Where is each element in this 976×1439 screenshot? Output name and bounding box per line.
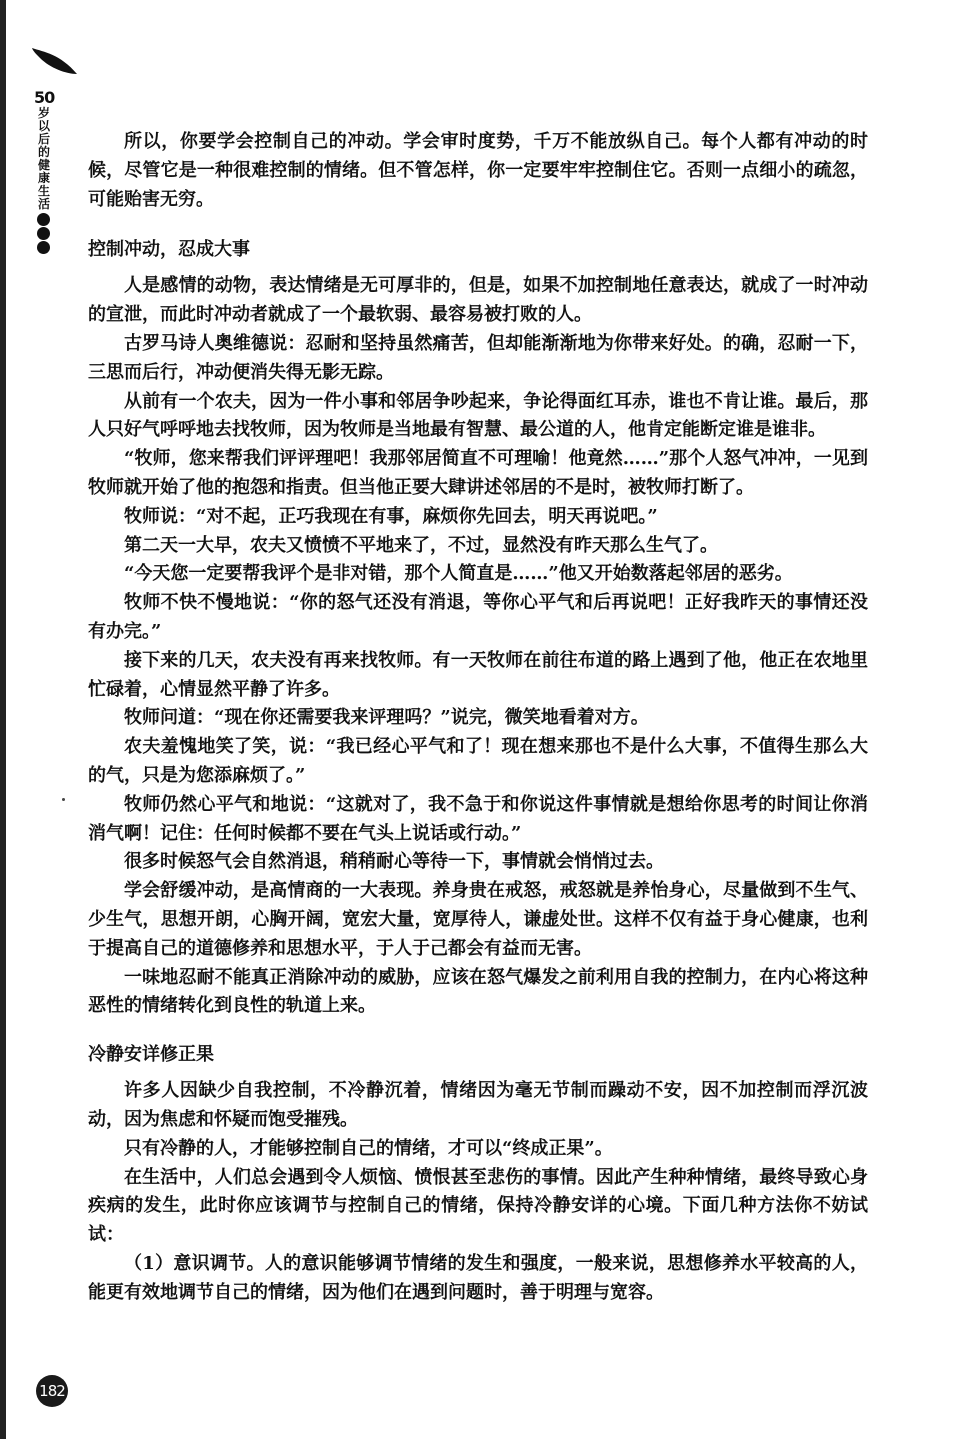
body-paragraph: 只有冷静的人，才能够控制自己的情绪，才可以“终成正果”。 [124, 1137, 613, 1159]
page-left-edge [0, 0, 6, 1439]
header-dots-decoration [37, 213, 64, 254]
header-age-number: 50 [34, 88, 55, 107]
body-paragraph: 在生活中，人们总会遇到令人烦恼、愤恨甚至悲伤的事情。因此产生种种情绪，最终导致心身疾病的发生，此时你应该调节与控制自己的情绪，保持冷静安详的心境。下面几种方法你不妨试试： [88, 1166, 868, 1246]
body-paragraph: “今天您一定要帮我评个是非对错，那个人简直是……”他又开始数落起邻居的恶劣。 [124, 563, 793, 585]
body-paragraph: 牧师仍然心平气和地说：“这就对了，我不急于和你说这件事情就是想给你思考的时间让你消消气啊！记住：任何时候都不要在气头上说话或行动。” [88, 793, 868, 844]
running-header [34, 88, 64, 255]
body-paragraph: 一味地忍耐不能真正消除冲动的威胁，应该在怒气爆发之前利用自我的控制力，在内心将这种恶性的情绪转化到良性的轨道上来。 [88, 966, 868, 1017]
body-paragraph: “牧师，您来帮我们评评理吧！我那邻居简直不可理喻！他竟然……”那个人怒气冲冲，一见到牧师就开始了他的抱怨和指责。但当他正要大肆讲述邻居的不是时，被牧师打断了。 [88, 448, 868, 498]
section-heading: 冷静安详修正果 [88, 1044, 214, 1066]
body-paragraph: （1）意识调节。人的意识能够调节情绪的发生和强度，一般来说，思想修养水平较高的人，能更有效地调节自己的情绪，因为他们在遇到问题时，善于明理与宽容。 [88, 1252, 868, 1303]
page-number: 182 [36, 1375, 68, 1407]
body-paragraph: 牧师说：“对不起，正巧我现在有事，麻烦你先回去，明天再说吧。” [124, 505, 658, 527]
page-body [88, 128, 868, 1307]
body-paragraph: 学会舒缓冲动，是高情商的一大表现。养身贵在戒怒，戒怒就是养怡身心，尽量做到不生气、少生气，思想开朗，心胸开阔，宽宏大量，宽厚待人，谦虚处世。这样不仅有益于身心健康，也利于提高自己的道德修养和思想水平，于人于己都会有益而无害。 [88, 880, 868, 959]
body-paragraph: 第二天一大早，农夫又愤愤不平地来了，不过，显然没有昨天那么生气了。 [124, 534, 718, 556]
body-paragraph: 很多时候怒气会自然消退，稍稍耐心等待一下，事情就会悄悄过去。 [124, 851, 664, 873]
body-paragraph: 农夫羞愧地笑了笑，说：“我已经心平气和了！现在想来那也不是什么大事，不值得生那么大的气，只是为您添麻烦了。” [88, 736, 868, 786]
body-paragraph: 牧师问道：“现在你还需要我来评理吗？”说完，微笑地看着对方。 [124, 707, 649, 729]
body-paragraph: 古罗马诗人奥维德说：忍耐和坚持虽然痛苦，但却能渐渐地为你带来好处。的确，忍耐一下，三思而后行，冲动便消失得无影无踪。 [88, 332, 868, 383]
body-paragraph: 人是感情的动物，表达情绪是无可厚非的，但是，如果不加控制地任意表达，就成了一时冲动的宣泄，而此时冲动者就成了一个最软弱、最容易被打败的人。 [88, 275, 868, 326]
body-paragraph: 许多人因缺少自我控制，不冷静沉着，情绪因为毫无节制而躁动不安，因不加控制而浮沉波动，因为焦虑和怀疑而饱受摧残。 [88, 1080, 868, 1130]
speck-mark [62, 798, 65, 801]
body-paragraph: 接下来的几天，农夫没有再来找牧师。有一天牧师在前往布道的路上遇到了他，他正在农地里忙碌着，心情显然平静了许多。 [88, 649, 868, 700]
section-heading: 控制冲动，忍成大事 [88, 239, 250, 261]
body-paragraph: 从前有一个农夫，因为一件小事和邻居争吵起来，争论得面红耳赤，谁也不肯让谁。最后，那人只好气呼呼地去找牧师，因为牧师是当地最有智慧、最公道的人，他肯定能断定谁是谁非。 [88, 390, 868, 441]
body-paragraph: 牧师不快不慢地说：“你的怒气还没有消退，等你心平气和后再说吧！正好我昨天的事情还没有办完。” [88, 592, 868, 642]
header-vertical-title: 岁以后的健康生活 [38, 106, 51, 211]
leaf-ornament-icon [30, 44, 80, 80]
intro-paragraph: 所以，你要学会控制自己的冲动。学会审时度势，千万不能放纵自己。每个人都有冲动的时候，尽管它是一种很难控制的情绪。但不管怎样，你一定要牢牢控制住它。否则一点细小的疏忽，可能贻害无穷。 [88, 131, 868, 210]
